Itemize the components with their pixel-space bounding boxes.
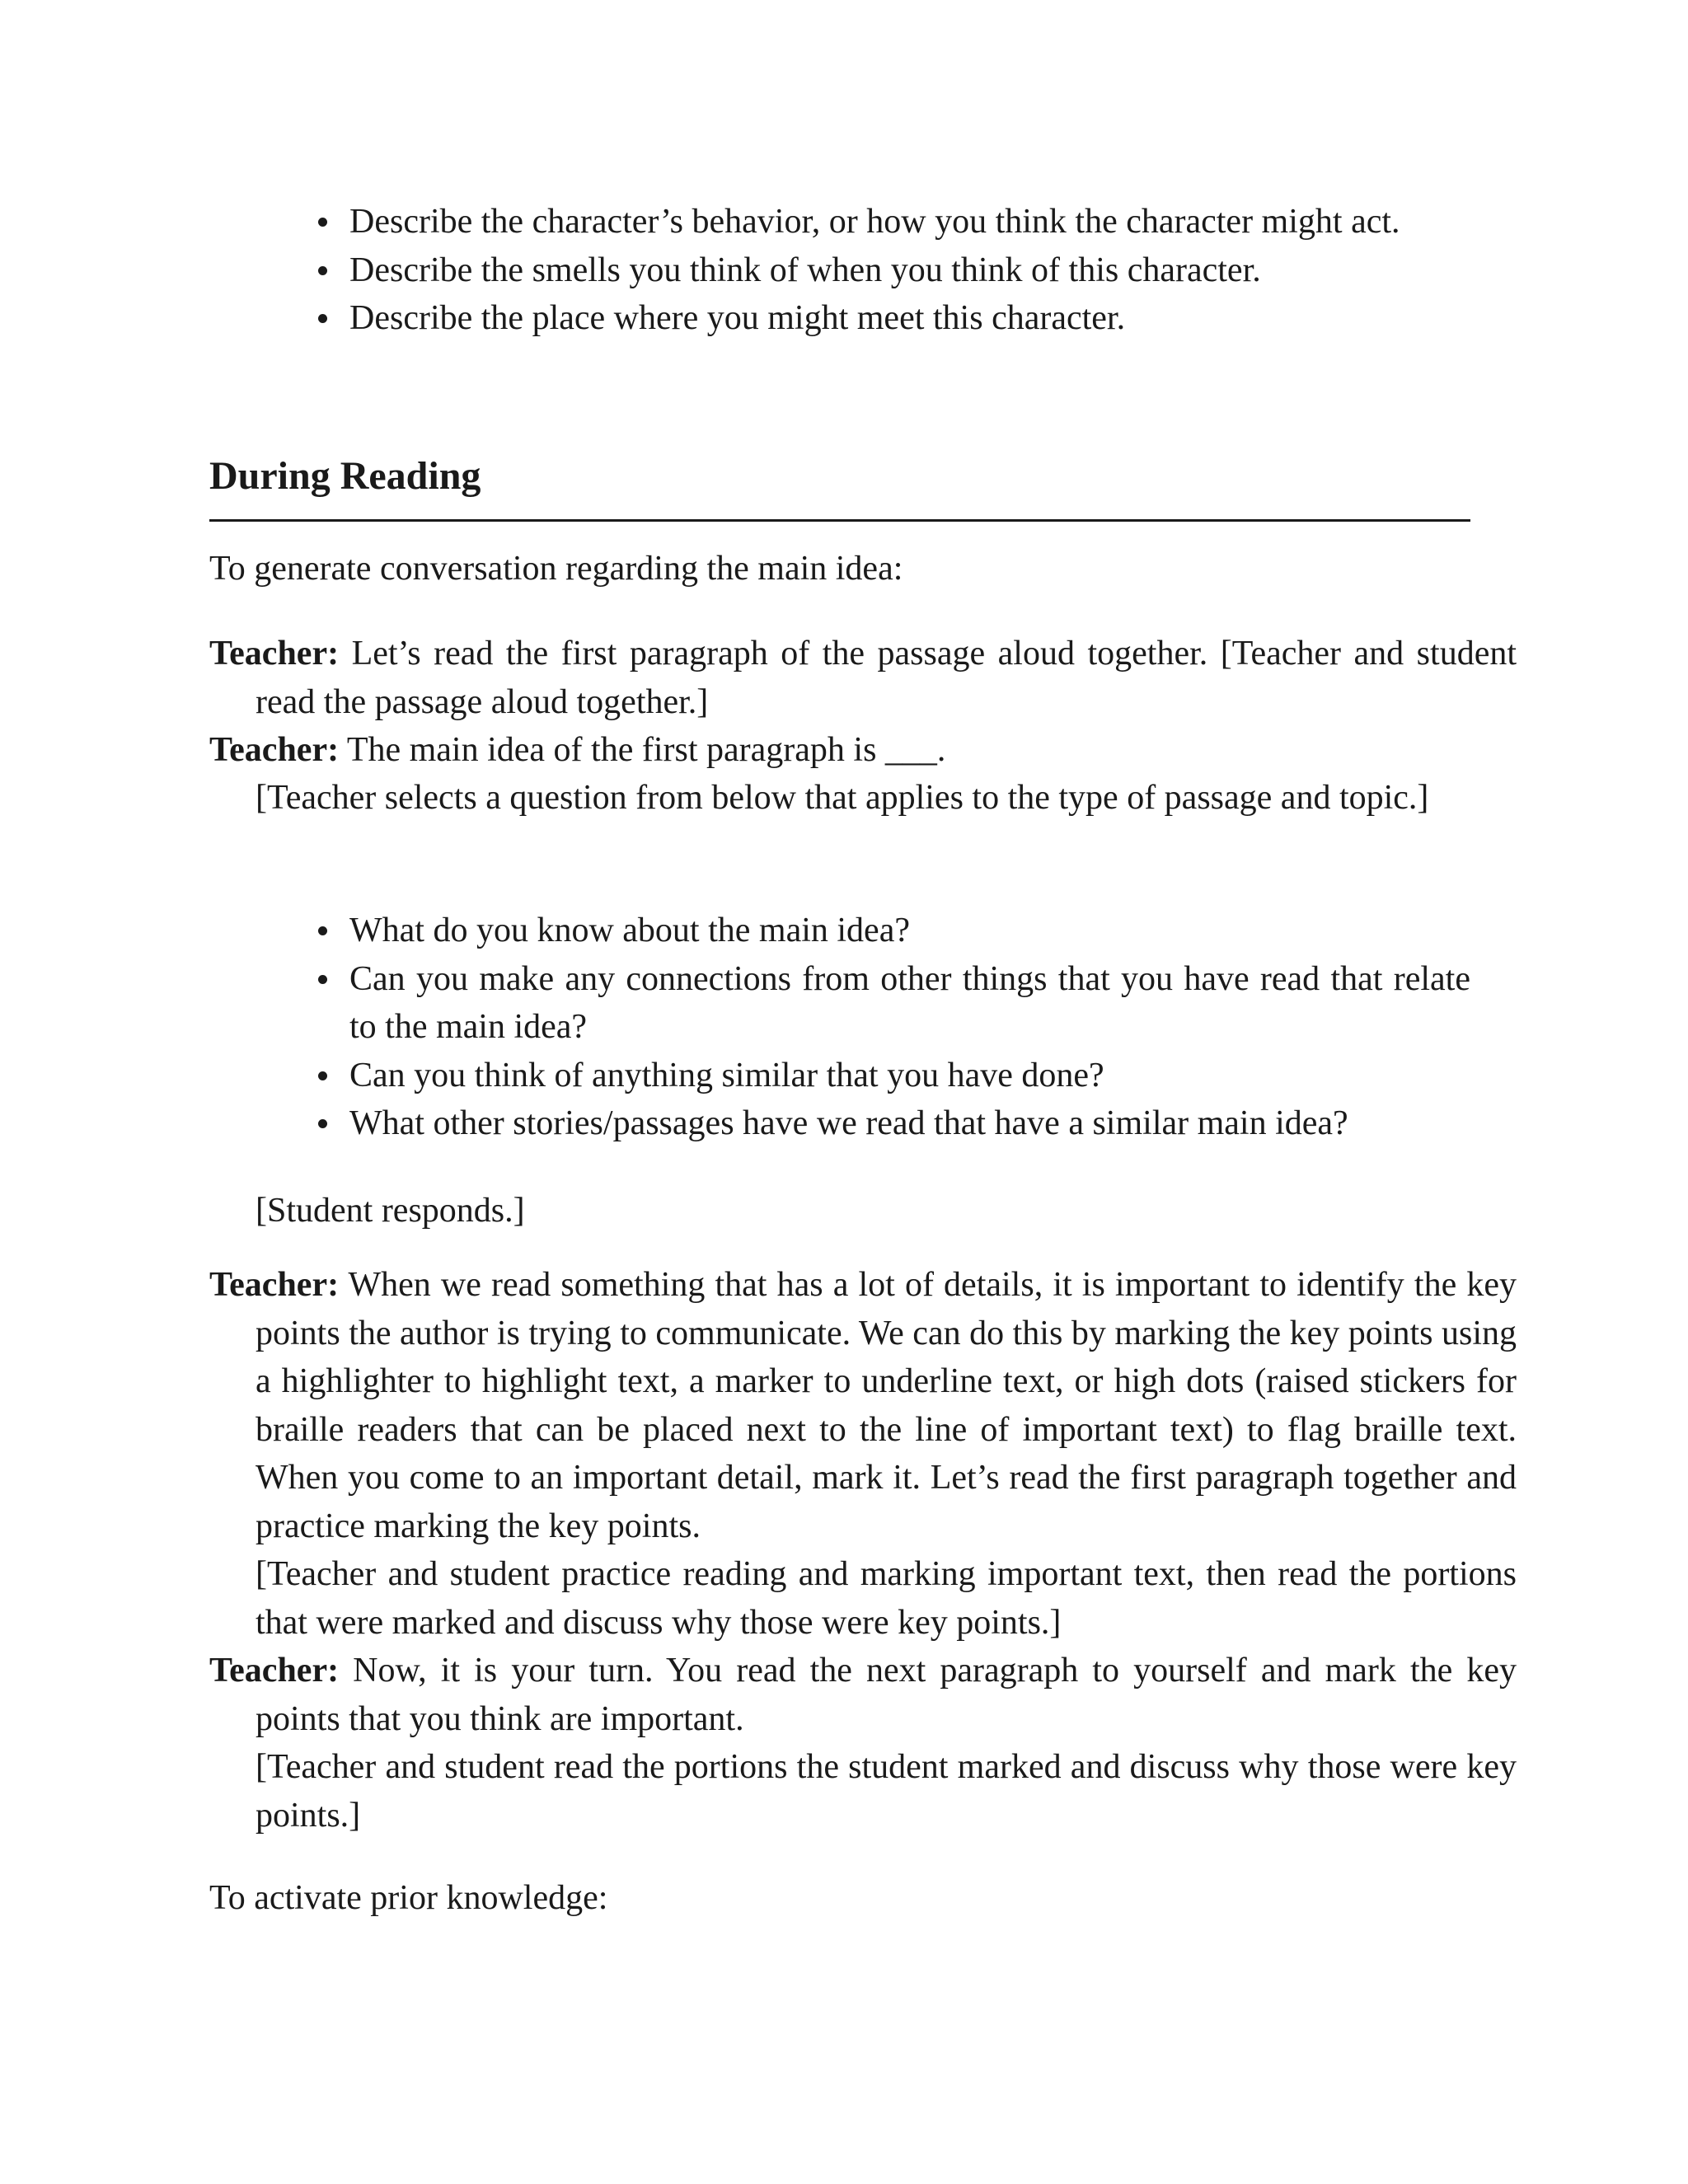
section-heading: During Reading <box>209 454 481 498</box>
list-item: Describe the smells you think of when you think of this character. <box>209 246 1470 295</box>
teacher-dialogue-4 <box>209 1647 1517 1743</box>
student-responds: [Student responds.] <box>256 1192 525 1230</box>
dialogue-text: The main idea of the first paragraph is ___. <box>346 731 946 769</box>
dialogue-text: Let’s read the first paragraph of the passage aloud together. [Teacher and student read the passage aloud together.] <box>256 635 1517 721</box>
teacher-dialogue-3 <box>209 1261 1517 1550</box>
heading-rule <box>209 519 1470 522</box>
speaker-label: Teacher: <box>209 1266 340 1304</box>
list-item: Can you make any connections from other things that you have read that relate to the main idea? <box>209 955 1470 1052</box>
stage-direction: [Teacher and student read the portions the student marked and discuss why those were key points.] <box>256 1748 1517 1835</box>
teacher-dialogue-2 <box>209 726 1517 775</box>
dialogue-text: When we read something that has a lot of details, it is important to identify the key points the author is trying to communicate. We can do this by marking the key points using a highlighter to highlight text, a marker to underline text, or high dots (raised stickers for braille readers that can be placed next to the line of important text) to flag braille text. When you come to an important detail, mark it. Let’s read the first paragraph together and practice marking the key points. <box>256 1266 1517 1545</box>
list-item: Describe the place where you might meet this character. <box>209 294 1470 343</box>
character-prompt-list <box>209 198 1470 343</box>
stage-direction: [Teacher selects a question from below that applies to the type of passage and topic.] <box>256 779 1429 817</box>
stage-direction: [Teacher and student practice reading and marking important text, then read the portions that were marked and discuss why those were key points.] <box>256 1555 1517 1642</box>
list-item: What other stories/passages have we read that have a similar main idea? <box>209 1099 1470 1148</box>
main-idea-intro: To generate conversation regarding the main idea: <box>209 550 903 588</box>
teacher-dialogue-1 <box>209 630 1517 726</box>
speaker-label: Teacher: <box>209 1652 340 1690</box>
list-item: What do you know about the main idea? <box>209 907 1470 955</box>
dialogue-text: Now, it is your turn. You read the next paragraph to yourself and mark the key points that you think are important. <box>256 1652 1517 1738</box>
main-idea-question-list <box>209 907 1470 1148</box>
speaker-label: Teacher: <box>209 635 340 673</box>
speaker-label: Teacher: <box>209 731 340 769</box>
prior-knowledge-intro: To activate prior knowledge: <box>209 1879 608 1917</box>
list-item: Describe the character’s behavior, or how you think the character might act. <box>209 198 1470 246</box>
list-item: Can you think of anything similar that you have done? <box>209 1052 1470 1100</box>
